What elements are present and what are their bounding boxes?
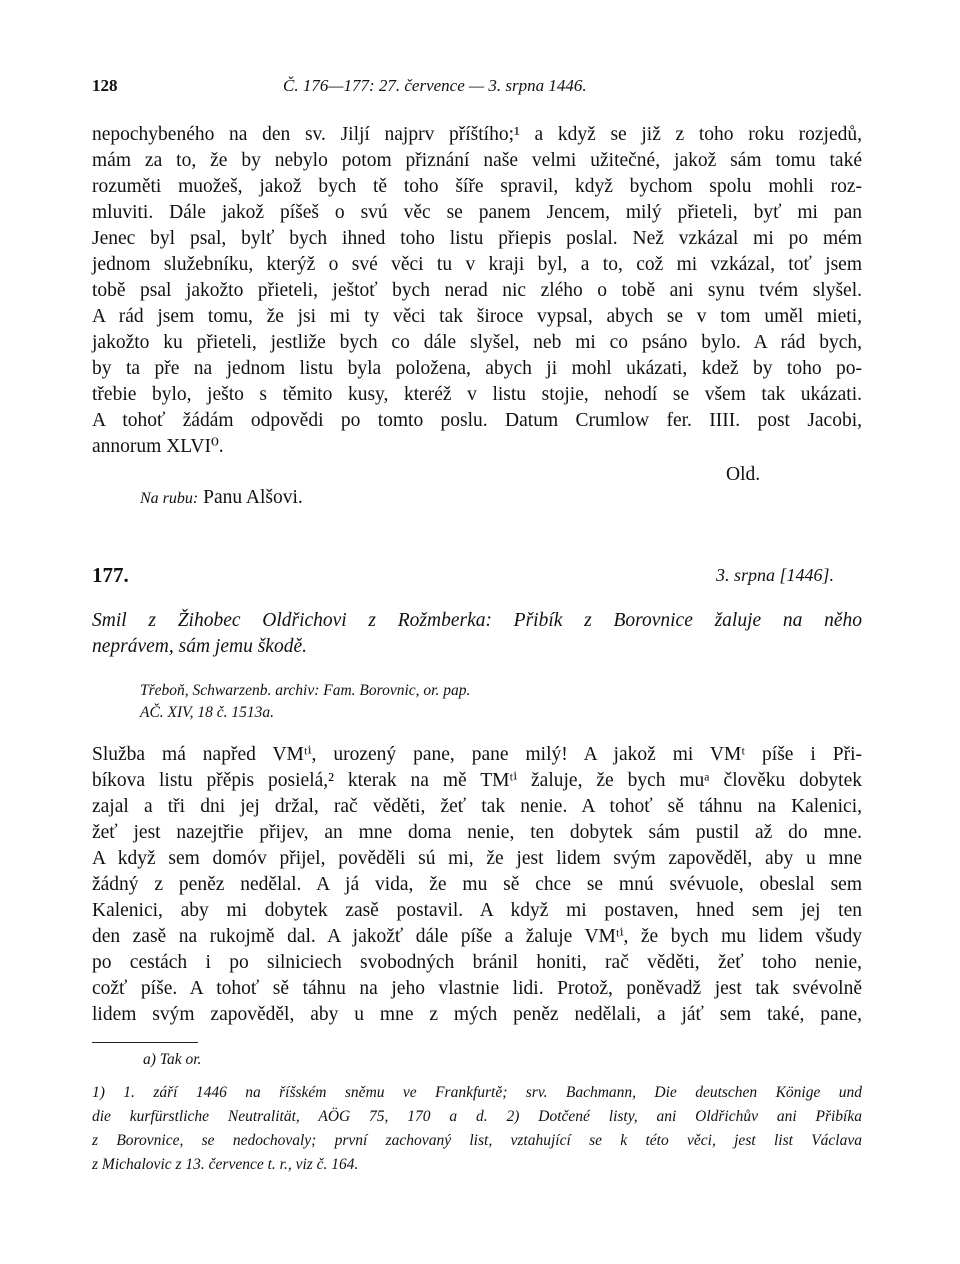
text-line: jednom služebníku, kterýž o své věci tu v kraji byl, a to, což mi vzkázal, toť jsem [92,254,862,275]
summary-line: neprávem, sám jemu škodě. [92,636,307,657]
text-line: tobě psal jakožto přieteli, ještoť bych nerad nic zlého o tobě ani synu tvém slyšel. [92,280,862,301]
footnote-line: z Michalovic z 13. července t. r., viz č. 164. [92,1156,359,1173]
footnote-line: 1) 1. září 1446 na říšském sněmu ve Frankfurtě; srv. Bachmann, Die deutschen Könige und [92,1084,862,1101]
document-number: 177. [92,563,129,587]
signature: Old. [726,464,761,485]
text-line: mluviti. Dále jakož píšeš o svú věc se panem Jencem, milý přieteli, byť mi pan [92,202,862,223]
letter-176-body [92,122,862,460]
text-line: by ta pře na jednom listu byla položena, abych ji mohl ukázati, kdež by toho po- [92,358,862,379]
text-line: rozuměti muožeš, jakož bych tě toho šíře spravil, když bychom spolu mohli roz- [92,176,862,197]
text-line: třebie bylo, ješto s těmito kusy, kteréž v listu stojie, nehodí se všem tak ukázati. [92,384,862,405]
footnote-divider [92,1042,198,1043]
dating-line [92,408,862,434]
text-line: bíkova listu přěpis posielá,² kterak na mě TMᵗⁱ žaluje, že bych muᵃ člověku dobytek [92,770,862,791]
footnote-line: z Borovnice, se nedochovaly; první zachovaný list, vztahující se k této věci, jest list Václava [92,1132,862,1149]
textual-footnote: a) Tak or. [143,1051,202,1068]
text-line: A když sem domóv přijel, pověděli sú mi, že jest lidem svým zapověděl, aby u mne [92,848,862,869]
footnote-line: die kurfürstliche Neutralität, AÖG 75, 170 a d. 2) Dotčené listy, ani Oldřichův ani Přibíka [92,1108,862,1125]
text-line: den zasě na rukojmě dal. A jakožť dále píše a žaluje VMᵗⁱ, že bych mu lidem všudy [92,926,862,947]
summary-line: Smil z Žihobec Oldřichovi z Rožmberka: Přibík z Borovnice žaluje na něho [92,610,862,631]
document-date: 3. srpna [1446]. [716,565,835,585]
page-number: 128 [92,76,118,95]
letter-177-body [92,742,862,1028]
text-line: mám za to, že by nebylo potom přiznání naše velmi užitečné, jakož sám tomu také [92,150,862,171]
source-edition: AČ. XIV, 18 č. 1513a. [140,704,275,721]
text-line: Kalenici, aby mi dobytek zasě postavil. A když mi postaven, hned sem jej ten [92,900,862,921]
source-archive: Třeboň, Schwarzenb. archiv: Fam. Borovnic, or. pap. [140,682,471,699]
dating-clause: Datum Crumlow fer. IIII. post Jacobi, [505,410,863,431]
dorsal-text: Panu Alšovi. [203,487,303,508]
text-line: po cestách i po silniciech svobodných bránil honiti, rač věděti, žeť toho nenie, [92,952,862,973]
text-line: žádný z peněz nedělal. A já vida, že mu sě chce se mnú svévuole, obeslal sem [92,874,862,895]
text-line: A rád jsem tomu, že jsi mi ty věci tak široce vypsal, abych se v tom uměl mieti, [92,306,862,327]
year-line: annorum XLVI⁰. [92,436,224,457]
dorsal-label: Na rubu: [140,490,199,507]
text-line: cožť píše. A tohoť sě táhnu na jeho vlastnie lidi. Protož, poněvadž jest tak svévolně [92,978,862,999]
regest-summary [92,608,862,660]
text-line: jakožto ku přieteli, jestliže bych co dále slyšel, neb mi co psáno bylo. A rád bych, [92,332,862,353]
text-line: Jenec byl psal, bylť bych ihned toho listu přiepis poslal. Než vzkázal mi po mém [92,228,862,249]
text-line: Služba má napřed VMᵗⁱ, urozený pane, pane milý! A jakož mi VMᵗ píše i Při- [92,744,862,765]
footnotes [92,1081,862,1177]
text-line: žeť jest nazejtřie přijev, an mne doma nenie, ten dobytek sám pustil až do mne. [92,822,862,843]
text-line: lidem svým zapověděl, aby u mne z mých peněz nedělali, a jáť sem také, pane, [92,1004,862,1025]
running-title: Č. 176—177: 27. července — 3. srpna 1446. [283,76,587,95]
text-line: nepochybeného na den sv. Jiljí najprv příštího;¹ a když se již z toho roku rozjedů, [92,124,862,145]
closing-request: A tohoť žádám odpovědi po tomto poslu. [92,410,488,431]
dorsal-address [140,487,303,509]
text-line: zajal a tři dni jej držal, rač věděti, žeť tak nenie. A tohoť sě táhnu na Kalenici, [92,796,862,817]
